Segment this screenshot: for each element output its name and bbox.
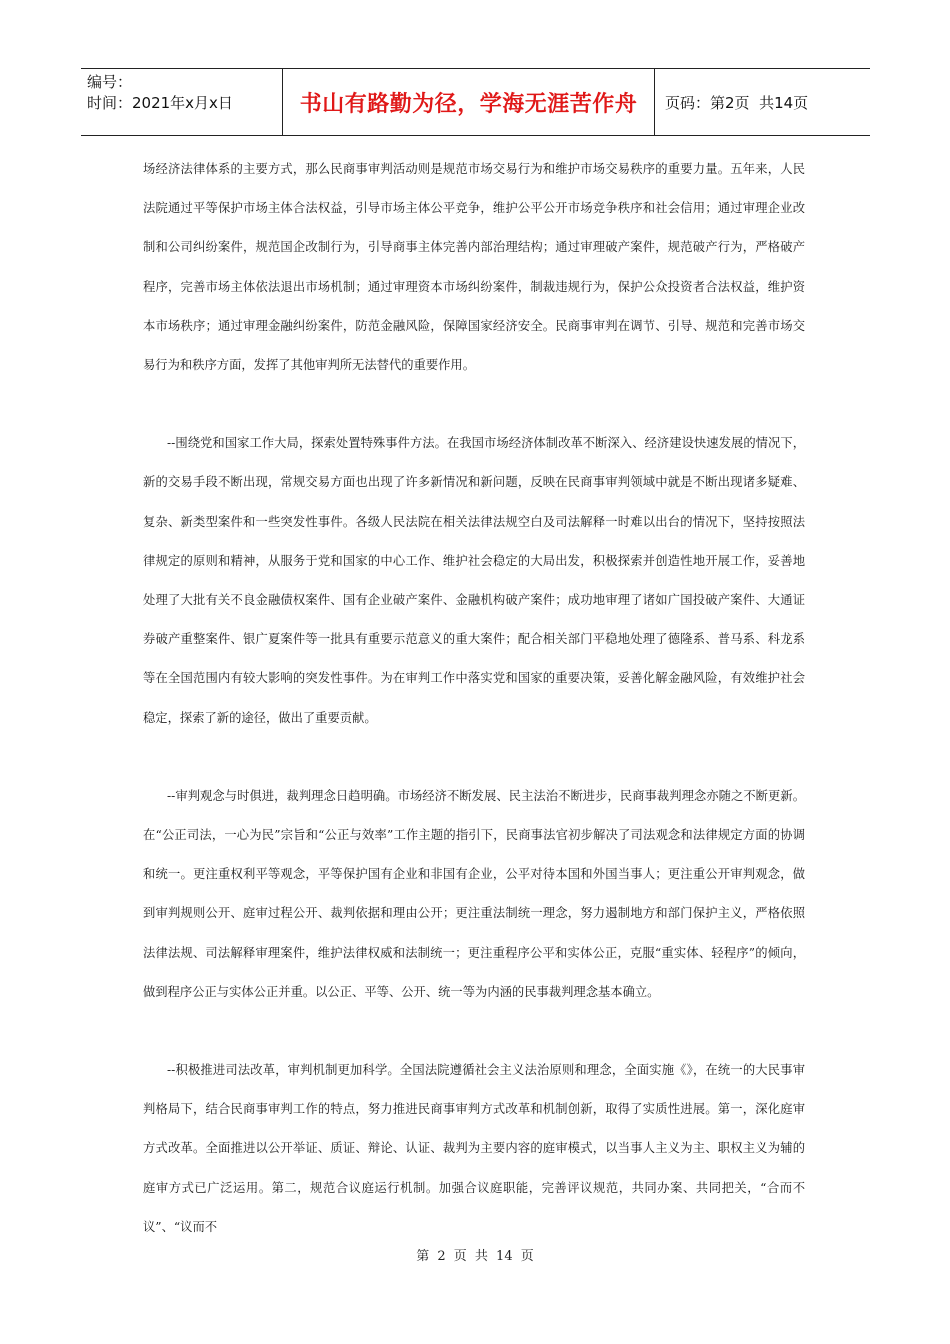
body-paragraph-1: 场经济法律体系的主要方式，那么民商事审判活动则是规范市场交易行为和维护市场交易秩序的重要力量。五年来，人民法院通过平等保护市场主体合法权益，引导市场主体公平竞争，维护公平公开市场竞争秩序和社会信用；通过审理企业改制和公司纠纷案件，规范国企改制行为，引导商事主体完善内部治理结构；通过审理破产案件，规范破产行为，严格破产程序，完善市场主体依法退出市场机制；通过审理资本市场纠纷案件，制裁违规行为，保护公众投资者合法权益，维护资本市场秩序；通过审理金融纠纷案件，防范金融风险，保障国家经济安全。民商事审判在调节、引导、规范和完善市场交易行为和秩序方面，发挥了其他审判所无法替代的重要作用。	[143, 162, 805, 373]
document-body	[143, 150, 805, 1247]
header-meta	[81, 69, 283, 135]
paragraph-spacer	[143, 738, 805, 777]
body-paragraph-2: --围绕党和国家工作大局，探索处置特殊事件方法。在我国市场经济体制改革不断深入、经济建设快速发展的情况下，新的交易手段不断出现，常规交易方面也出现了许多新情况和新问题，反映在民商事审判领域中就是不断出现诸多疑难、复杂、新类型案件和一些突发性事件。各级人民法院在相关法律法规空白及司法解释一时难以出台的情况下，坚持按照法律规定的原则和精神，从服务于党和国家的中心工作、维护社会稳定的大局出发，积极探索并创造性地开展工作，妥善地处理了大批有关不良金融债权案件、国有企业破产案件、金融机构破产案件；成功地审理了诸如广国投破产案件、大通证券破产重整案件、银广夏案件等一批具有重要示范意义的重大案件；配合相关部门平稳地处理了德隆系、普马系、科龙系等在全国范围内有较大影响的突发性事件。为在审判工作中落实党和国家的重要决策，妥善化解金融风险，有效维护社会稳定，探索了新的途径，做出了重要贡献。	[143, 436, 805, 725]
body-paragraph-4: --积极推进司法改革，审判机制更加科学。全国法院遵循社会主义法治原则和理念，全面实施《》，在统一的大民事审判格局下，结合民商事审判工作的特点，努力推进民商事审判方式改革和机制创新，取得了实质性进展。第一，深化庭审方式改革。全面推进以公开举证、质证、辩论、认证、裁判为主要内容的庭审模式，以当事人主义为主、职权主义为辅的庭审方式已广泛运用。第二，规范合议庭运行机制。加强合议庭职能，完善评议规范，共同办案、共同把关，“合而不议”、“议而不	[143, 1063, 805, 1234]
paragraph-spacer	[143, 1012, 805, 1051]
header-motto	[283, 69, 655, 135]
paragraph-spacer	[143, 385, 805, 424]
page-header	[81, 68, 870, 136]
header-page-number: 页码：第2页 共14页	[665, 93, 809, 112]
footer-page-number: 第 2 页 共 14 页	[416, 1249, 534, 1264]
header-page-info	[655, 69, 870, 135]
motto-text: 书山有路勤为径，学海无涯苦作舟	[299, 91, 638, 117]
document-date-label: 时间：2021年x月x日	[87, 94, 233, 112]
body-paragraph-3: --审判观念与时俱进，裁判理念日趋明确。市场经济不断发展、民主法治不断进步，民商事裁判理念亦随之不断更新。在“公正司法，一心为民”宗旨和“公正与效率”工作主题的指引下，民商事法官初步解决了司法观念和法律规定方面的协调和统一。更注重权利平等观念，平等保护国有企业和非国有企业，公平对待本国和外国当事人；更注重公开审判观念，做到审判规则公开、庭审过程公开、裁判依据和理由公开；更注重法制统一理念，努力遏制地方和部门保护主义，严格依照法律法规、司法解释审理案件，维护法律权威和法制统一；更注重程序公平和实体公正，克服“重实体、轻程序”的倾向，做到程序公正与实体公正并重。以公正、平等、公开、统一等为内涵的民事裁判理念基本确立。	[143, 788, 805, 999]
page-footer	[0, 1245, 950, 1264]
document-number-label: 编号：	[87, 73, 133, 91]
